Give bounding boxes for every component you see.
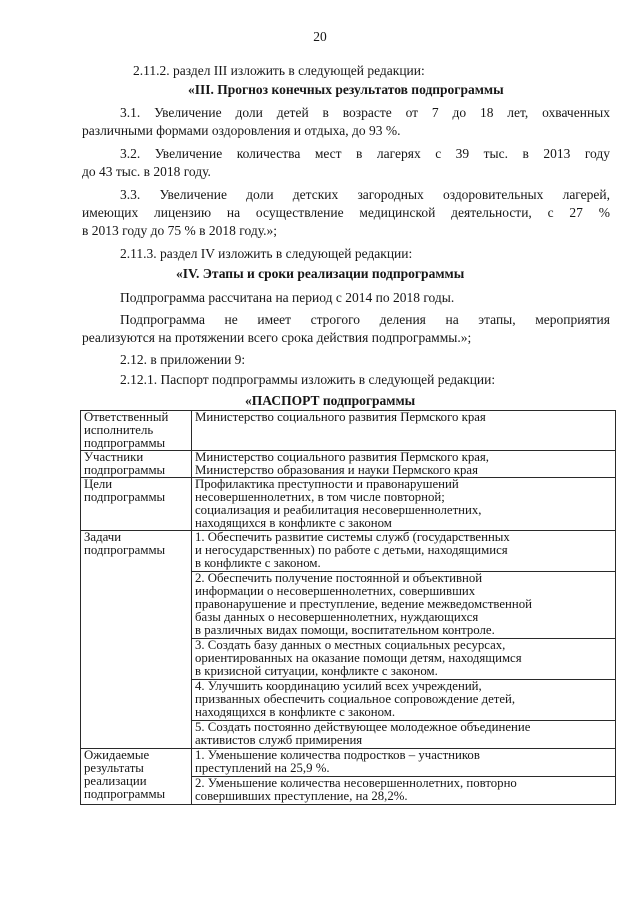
task-line: активистов служб примирения [195,733,363,747]
label-line: исполнитель [84,423,154,437]
row-value-participants [192,451,616,478]
page-number: 20 [313,29,327,44]
task-line: правонарушение и преступление, ведение межведомственной [195,597,532,611]
passport-heading: «ПАСПОРТ подпрограммы [245,393,416,408]
task-line: ориентированных на оказание помощи детям, находящимся [195,651,522,665]
label-line: подпрограммы [84,463,166,477]
item-3-2-line-1: 3.2. Увеличение количества мест в лагерях с 39 тыс. в 2013 году [120,146,610,161]
task-line: 2. Обеспечить получение постоянной и объективной [195,571,483,585]
label-line: Задачи [84,530,122,544]
table-row [81,411,616,451]
task-item-5 [192,721,615,748]
result-item-1 [192,749,615,777]
paragraph-period: Подпрограмма рассчитана на период с 2014 по 2018 годы. [120,290,455,305]
result-line: 2. Уменьшение количества несовершеннолетних, повторно [195,776,517,790]
value-line: Профилактика преступности и правонарушений [195,477,459,491]
task-line: 5. Создать постоянно действующее молодежное объединение [195,720,531,734]
section-heading-iv: «IV. Этапы и сроки реализации подпрограммы [176,266,465,281]
label-line: подпрограммы [84,787,166,801]
paragraph-2-11-2: 2.11.2. раздел III изложить в следующей редакции: [133,63,425,78]
label-line: подпрограммы [84,490,166,504]
value-line: находящихся в конфликте с законом [195,516,392,530]
item-3-1-line-2: различными формами оздоровления и отдыха, до 93 %. [82,123,401,138]
task-line: в конфликте с законом. [195,556,321,570]
task-item-1 [192,531,615,572]
task-line: в кризисной ситуации, конфликте с законом. [195,664,438,678]
task-line: в различных видах помощи, воспитательном контроле. [195,623,495,637]
task-item-3 [192,639,615,680]
row-value-results [192,749,616,805]
row-label-responsible [81,411,192,451]
result-item-2 [192,777,615,804]
task-line: находящихся в конфликте с законом. [195,705,396,719]
label-line: Ответственный [84,410,169,424]
label-line: Ожидаемые [84,748,150,762]
table-row [81,451,616,478]
label-line: подпрограммы [84,543,166,557]
row-label-results [81,749,192,805]
value-line: Министерство образования и науки Пермского края [195,463,478,477]
task-line: 1. Обеспечить развитие системы служб (государственных [195,530,510,544]
value-line: Министерство социального развития Пермского края [195,410,486,424]
value-line: Министерство социального развития Пермского края, [195,450,489,464]
table-row [81,478,616,531]
row-label-goals [81,478,192,531]
value-line: социализация и реабилитация несовершеннолетних, [195,503,482,517]
label-line: Участники [84,450,144,464]
paragraph-2-12: 2.12. в приложении 9: [120,352,246,367]
label-line: Цели [84,477,113,491]
task-line: информации о несовершеннолетних, совершивших [195,584,476,598]
task-line: и негосударственных) по работе с детьми, находящимися [195,543,508,557]
passport-table [80,410,616,805]
task-item-4 [192,680,615,721]
paragraph-stages-line-2: реализуются на протяжении всего срока действия подпрограммы.»; [82,330,472,345]
row-value-goals [192,478,616,531]
row-value-responsible [192,411,616,451]
row-value-tasks [192,531,616,749]
label-line: подпрограммы [84,436,166,450]
item-3-2-line-2: до 43 тыс. в 2018 году. [82,164,211,179]
paragraph-stages-line-1: Подпрограмма не имеет строгого деления на этапы, мероприятия [120,312,610,327]
item-3-3-line-2: имеющих лицензию на осуществление медицинской деятельности, с 27 % [82,205,610,220]
task-line: 3. Создать базу данных о местных социальных ресурсах, [195,638,506,652]
task-line: 4. Улучшить координацию усилий всех учреждений, [195,679,482,693]
task-line: базы данных о несовершеннолетних, нуждающихся [195,610,479,624]
result-line: преступлений на 25,9 %. [195,761,330,775]
item-3-3-line-3: в 2013 году до 75 % в 2018 году.»; [82,223,277,238]
item-3-1-line-1: 3.1. Увеличение доли детей в возрасте от 7 до 18 лет, охваченных [120,105,610,120]
paragraph-2-12-1: 2.12.1. Паспорт подпрограммы изложить в следующей редакции: [120,372,496,387]
task-item-2 [192,572,615,639]
value-line: несовершеннолетних, в том числе повторной; [195,490,445,504]
label-line: реализации [84,774,147,788]
task-line: призванных обеспечить социальное сопровождение детей, [195,692,516,706]
result-line: совершивших преступление, на 28,2%. [195,789,408,803]
item-3-3-line-1: 3.3. Увеличение доли детских загородных оздоровительных лагерей, [120,187,610,202]
row-label-tasks [81,531,192,749]
result-line: 1. Уменьшение количества подростков – участников [195,748,480,762]
row-label-participants [81,451,192,478]
table-row [81,749,616,805]
section-heading-iii: «III. Прогноз конечных результатов подпрограммы [188,82,504,97]
label-line: результаты [84,761,144,775]
table-row [81,531,616,749]
paragraph-2-11-3: 2.11.3. раздел IV изложить в следующей редакции: [120,246,413,261]
